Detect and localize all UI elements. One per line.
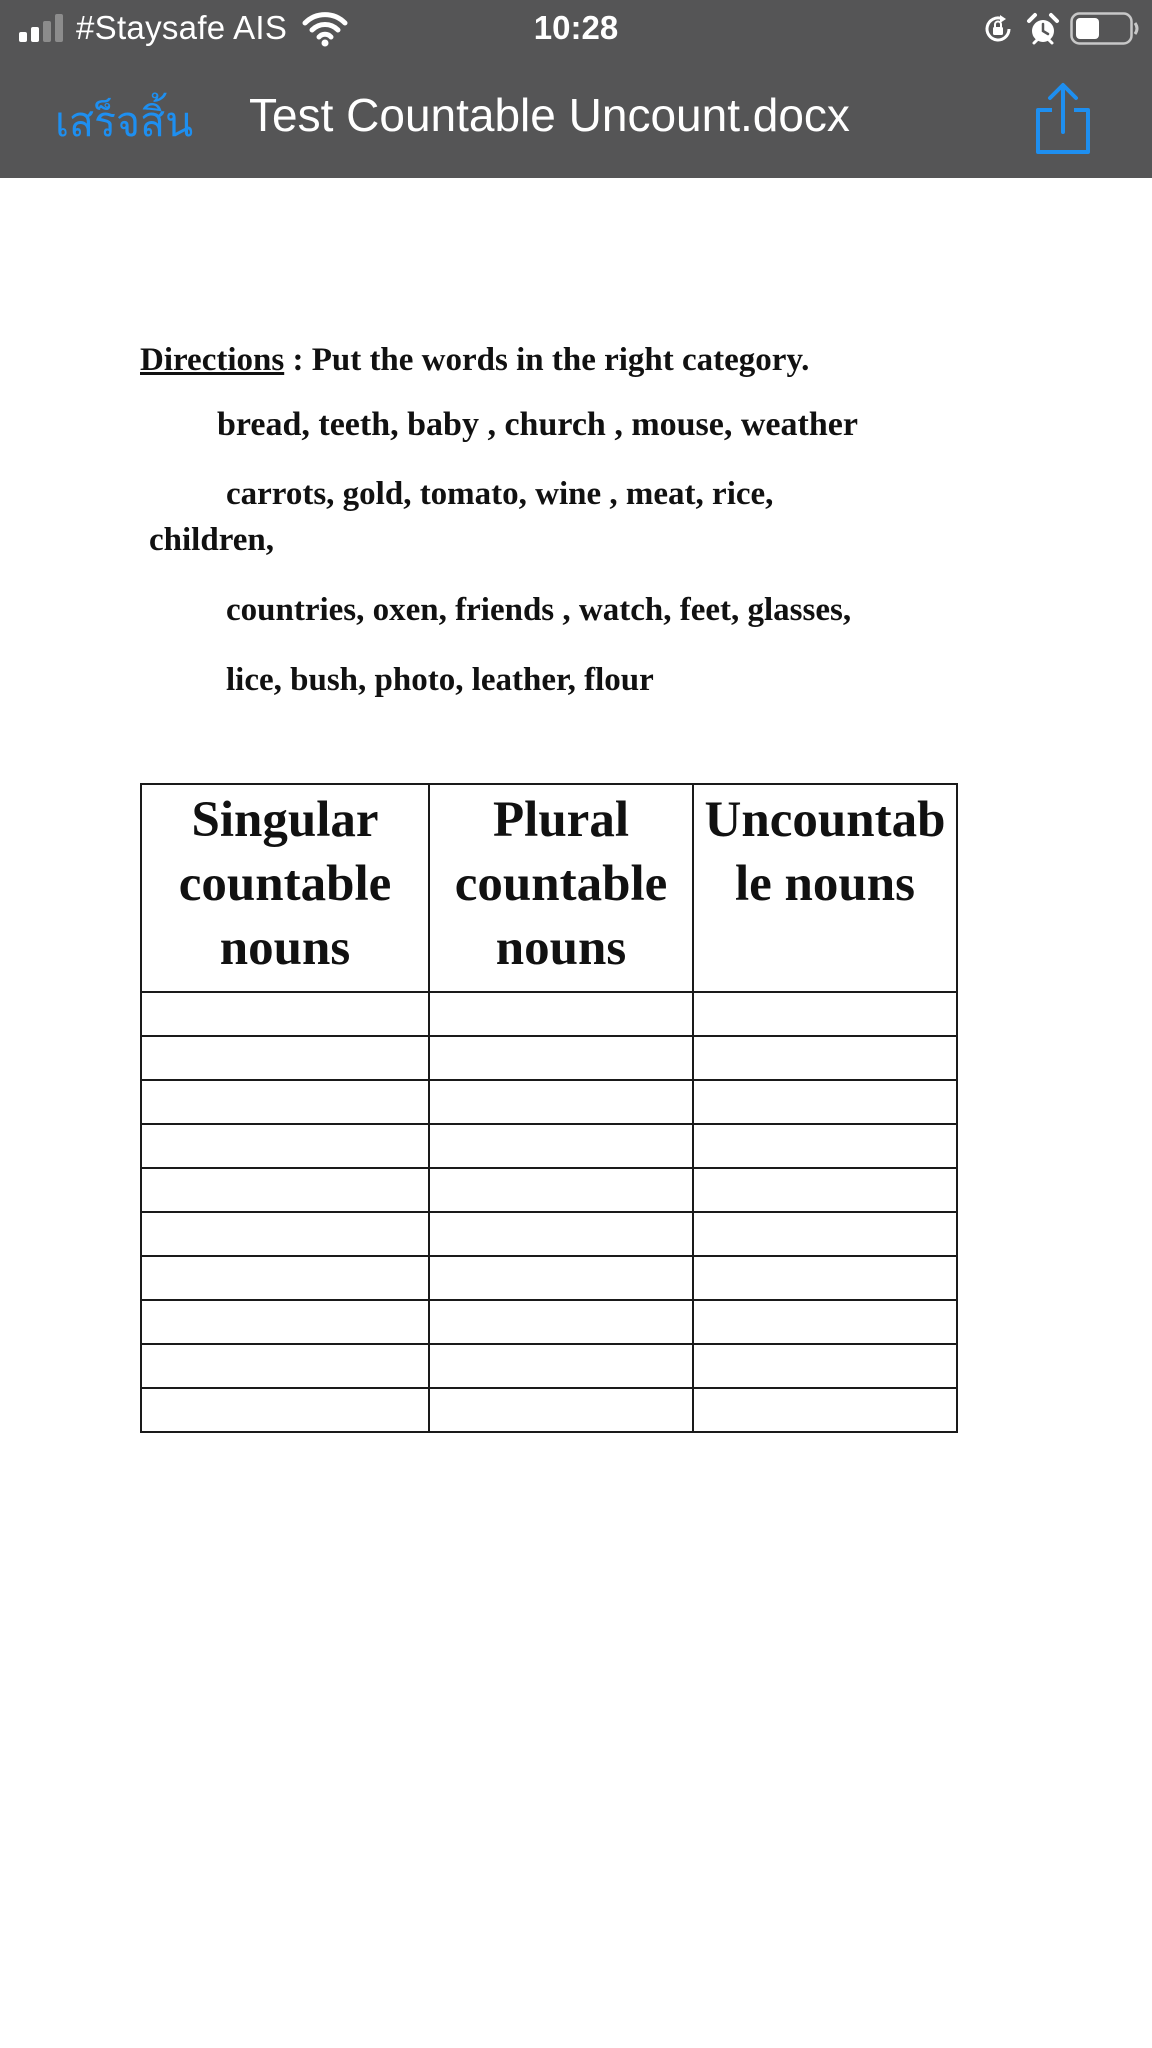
table-cell [693, 1080, 957, 1124]
orientation-lock-icon [982, 13, 1014, 45]
table-row [141, 1388, 957, 1432]
table-cell [693, 1300, 957, 1344]
table-cell [429, 1124, 693, 1168]
table-row [141, 1212, 957, 1256]
table-row [141, 992, 957, 1036]
word-list-line: carrots, gold, tomato, wine , meat, rice, [226, 476, 774, 512]
word-list-line: lice, bush, photo, leather, flour [226, 662, 654, 698]
share-icon[interactable] [1032, 80, 1094, 158]
table-row [141, 1036, 957, 1080]
table-row [141, 1300, 957, 1344]
table-cell [429, 1388, 693, 1432]
header-plural-countable: Plural countable nouns [429, 784, 693, 992]
table-cell [141, 1080, 429, 1124]
table-cell [141, 992, 429, 1036]
table-cell [141, 1212, 429, 1256]
table-cell [141, 1300, 429, 1344]
table-cell [429, 1036, 693, 1080]
word-list-line: bread, teeth, baby , church , mouse, weather [217, 406, 858, 443]
status-bar [0, 0, 1152, 58]
header-uncountable: Uncountab le nouns [693, 784, 957, 992]
table-cell [693, 992, 957, 1036]
table-cell [141, 1388, 429, 1432]
directions-text: : Put the words in the right category. [284, 342, 810, 378]
table-cell [429, 1300, 693, 1344]
table-cell [429, 992, 693, 1036]
table-cell [429, 1168, 693, 1212]
table-cell [693, 1036, 957, 1080]
table-cell [141, 1168, 429, 1212]
table-cell [693, 1168, 957, 1212]
table-cell [429, 1344, 693, 1388]
table-row [141, 1256, 957, 1300]
table-cell [141, 1344, 429, 1388]
table-cell [141, 1036, 429, 1080]
status-time: 10:28 [533, 9, 619, 46]
navigation-bar [0, 58, 1152, 178]
table-body [141, 992, 957, 1432]
battery-icon [1070, 12, 1140, 45]
table-row [141, 1124, 957, 1168]
word-list-line: countries, oxen, friends , watch, feet, glasses, [226, 592, 852, 628]
table-cell [141, 1124, 429, 1168]
directions-line [140, 342, 809, 379]
table-cell [693, 1124, 957, 1168]
alarm-icon [1026, 12, 1060, 46]
table-row [141, 1344, 957, 1388]
done-button[interactable]: เสร็จสิ้น [55, 99, 194, 145]
table-cell [693, 1212, 957, 1256]
table-cell [429, 1080, 693, 1124]
directions-label: Directions [140, 342, 285, 378]
table-cell [693, 1256, 957, 1300]
table-row [141, 1080, 957, 1124]
table-cell [141, 1256, 429, 1300]
document-title: Test Countable Uncount.docx [249, 89, 850, 141]
table-cell [693, 1344, 957, 1388]
table-cell [429, 1256, 693, 1300]
word-list-line: children, [149, 522, 274, 558]
table-header-row [141, 784, 957, 992]
table-cell [429, 1212, 693, 1256]
noun-category-table [140, 783, 958, 1433]
table-cell [693, 1388, 957, 1432]
carrier-name: #Staysafe AIS [76, 9, 288, 46]
header-singular-countable: Singular countable nouns [141, 784, 429, 992]
table-row [141, 1168, 957, 1212]
